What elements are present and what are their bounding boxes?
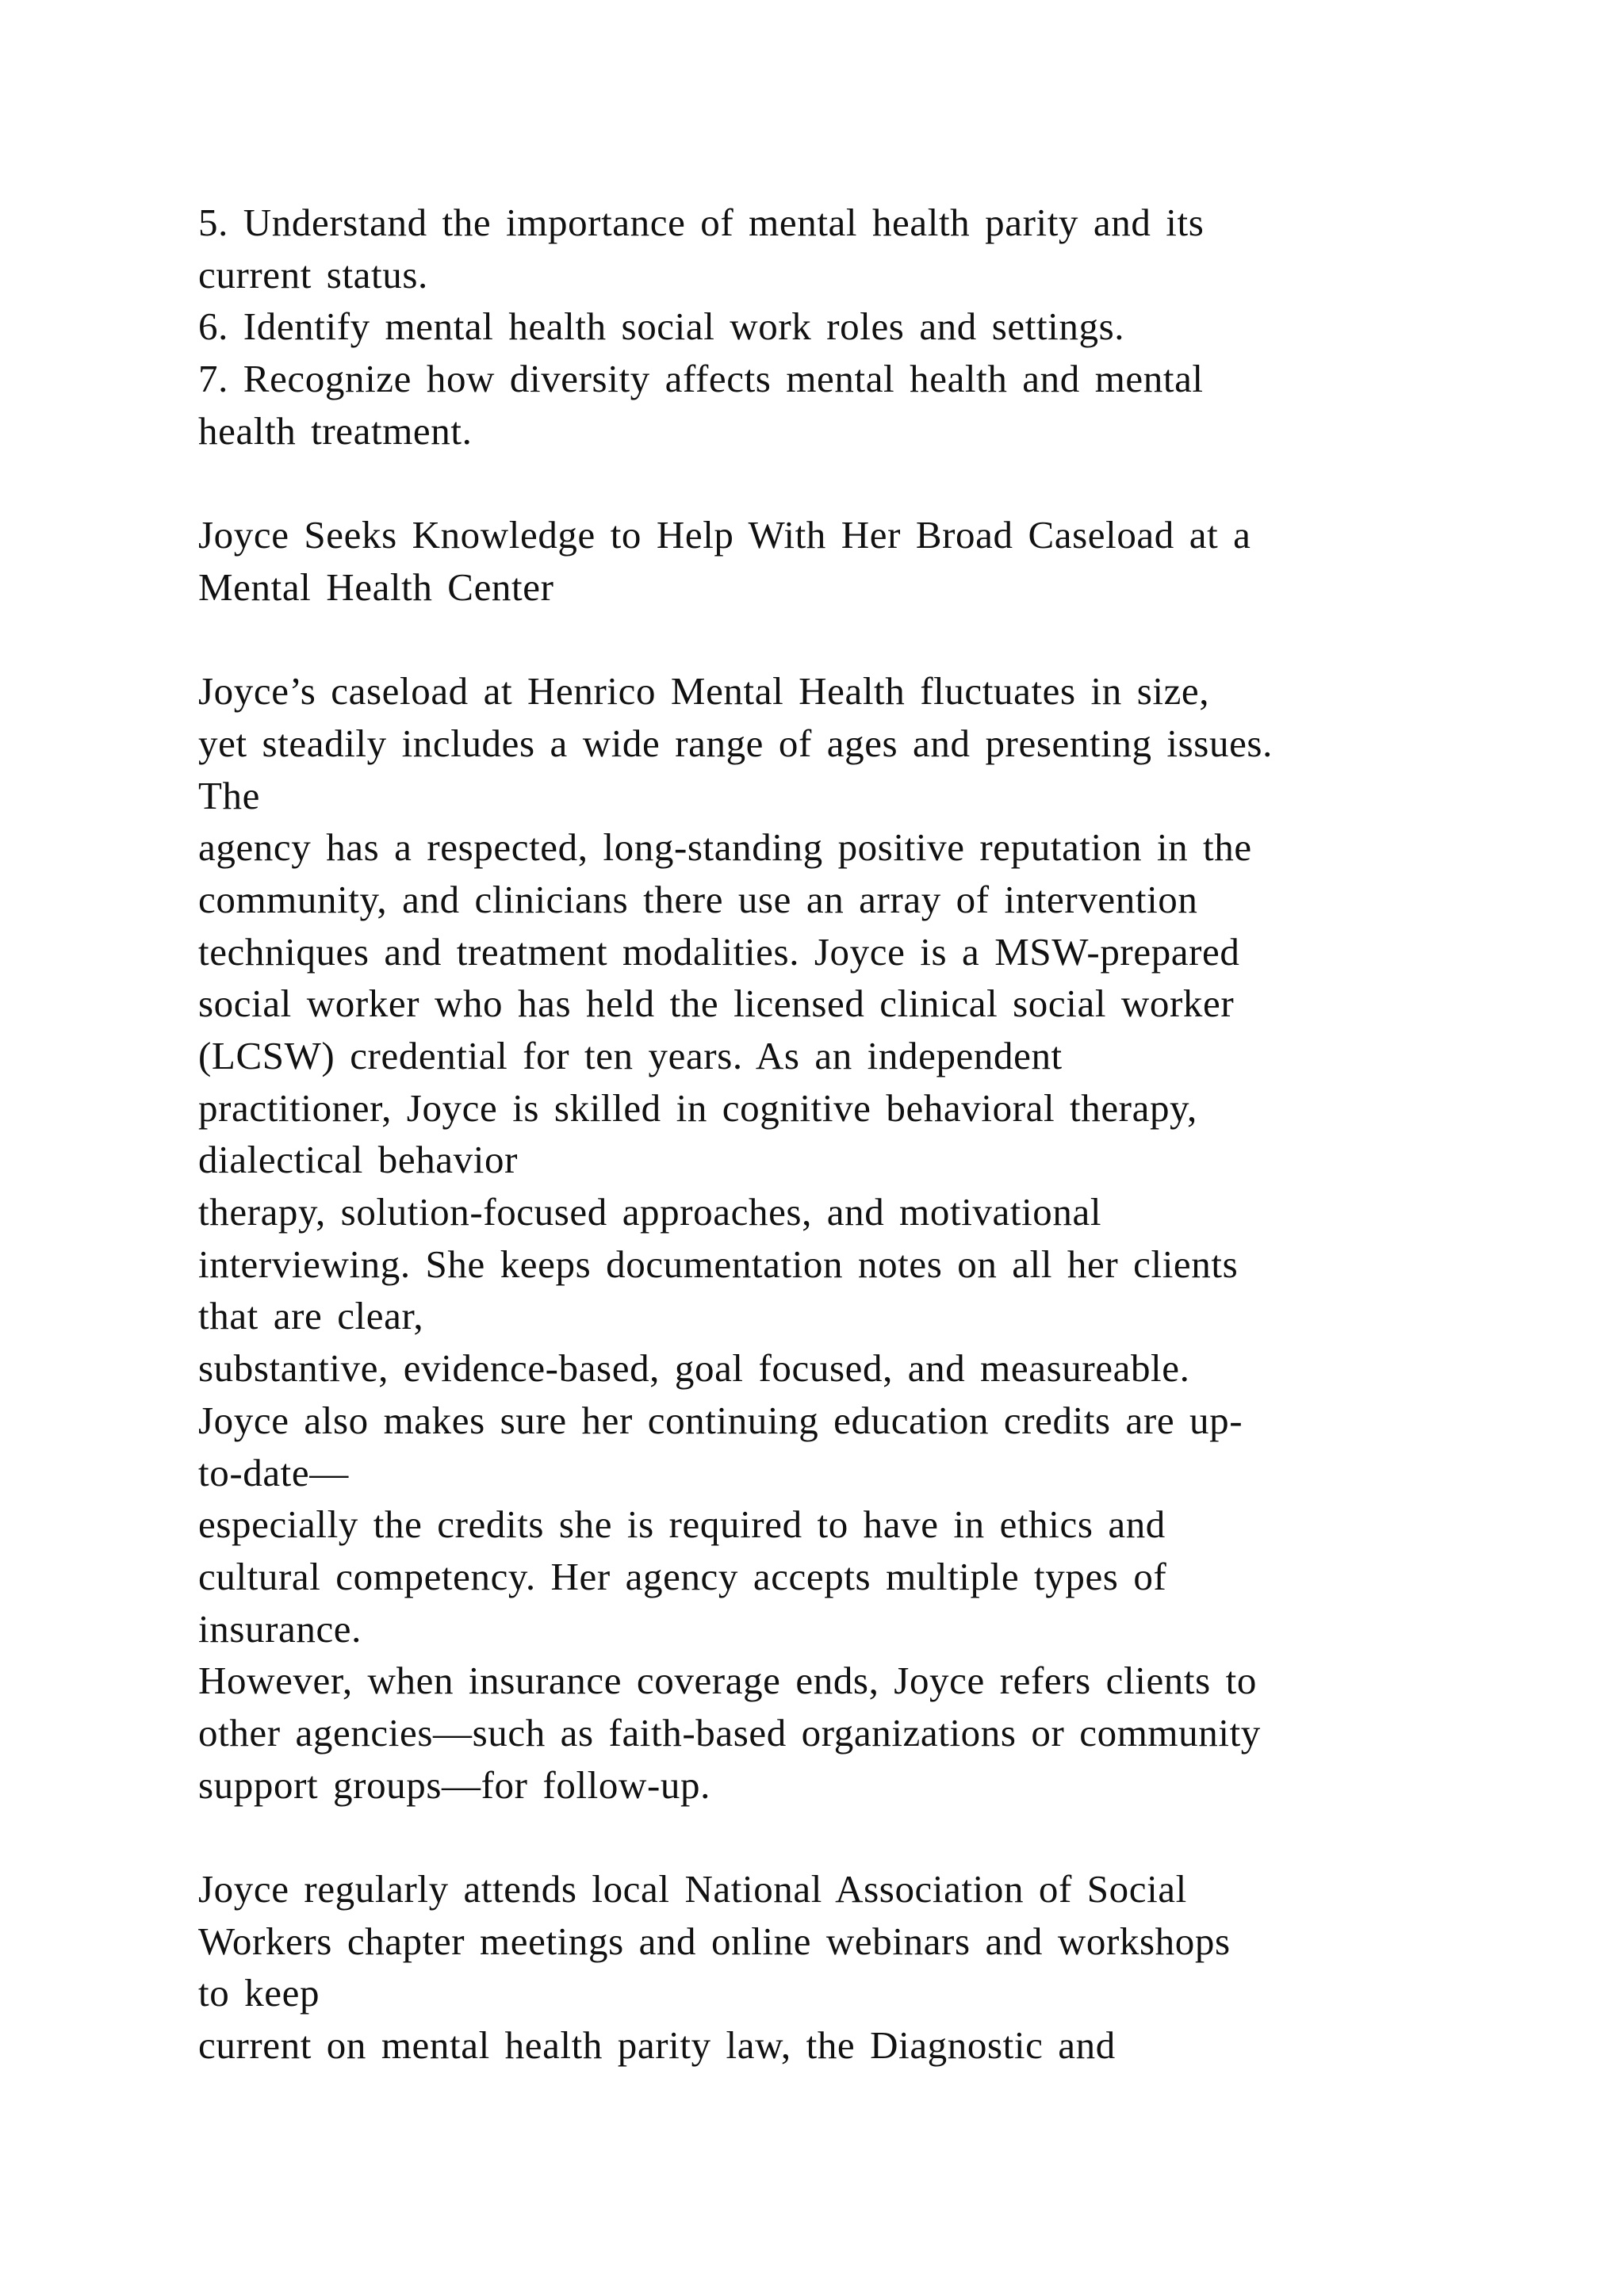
paragraph-line: social worker who has held the licensed clinical social worker — [198, 982, 1235, 1026]
paragraph-line: substantive, evidence-based, goal focused, and measureable. — [198, 1346, 1190, 1391]
learning-objectives — [198, 197, 1562, 457]
case-title — [198, 509, 1562, 613]
blank-line — [198, 614, 1562, 666]
paragraph-line: The — [198, 773, 260, 817]
paragraph-line: community, and clinicians there use an array of intervention — [198, 877, 1198, 921]
objective-line: health treatment. — [198, 408, 473, 453]
paragraph-line: current on mental health parity law, the Diagnostic and — [198, 2023, 1116, 2068]
paragraph-line: Joyce’s caseload at Henrico Mental Health fluctuates in size, — [198, 669, 1210, 714]
paragraph-line: dialectical behavior — [198, 1138, 518, 1182]
paragraph-line: support groups—for follow-up. — [198, 1762, 710, 1807]
paragraph-line: techniques and treatment modalities. Joyce is a MSW-prepared — [198, 929, 1240, 974]
paragraph-line: agency has a respected, long-standing positive reputation in the — [198, 825, 1252, 870]
paragraph-line: However, when insurance coverage ends, Joyce refers clients to — [198, 1659, 1257, 1703]
paragraph-line: that are clear, — [198, 1294, 424, 1338]
paragraph-line: Workers chapter meetings and online webinars and workshops — [198, 1919, 1231, 1963]
paragraph-line: insurance. — [198, 1606, 362, 1651]
paragraph-line: to-date— — [198, 1450, 349, 1494]
paragraph-line: other agencies—such as faith-based organizations or community — [198, 1710, 1261, 1755]
paragraph-caseload — [198, 665, 1562, 1811]
paragraph-line: especially the credits she is required to have in ethics and — [198, 1502, 1166, 1547]
paragraph-line: practitioner, Joyce is skilled in cognitive behavioral therapy, — [198, 1085, 1197, 1130]
paragraph-line: interviewing. She keeps documentation notes on all her clients — [198, 1242, 1239, 1286]
objective-line: current status. — [198, 252, 428, 297]
case-title-line: Mental Health Center — [198, 564, 554, 609]
paragraph-line: Joyce also makes sure her continuing education credits are up- — [198, 1398, 1243, 1442]
paragraph-line: therapy, solution-focused approaches, and motivational — [198, 1190, 1102, 1234]
paragraph-professional-development — [198, 1863, 1562, 2072]
paragraph-line: cultural competency. Her agency accepts multiple types of — [198, 1554, 1167, 1598]
paragraph-line: to keep — [198, 1971, 320, 2015]
paragraph-line: (LCSW) credential for ten years. As an independent — [198, 1034, 1063, 1077]
blank-line — [198, 1811, 1562, 1863]
paragraph-line: Joyce regularly attends local National Association of Social — [198, 1867, 1187, 1911]
document-page — [198, 197, 1562, 2072]
objective-line: 5. Understand the importance of mental health parity and its — [198, 201, 1205, 244]
case-title-line: Joyce Seeks Knowledge to Help With Her Broad Caseload at a — [198, 513, 1251, 557]
blank-line — [198, 457, 1562, 509]
objective-line: 7. Recognize how diversity affects mental health and mental — [198, 357, 1204, 401]
paragraph-line: yet steadily includes a wide range of ages and presenting issues. — [198, 721, 1273, 765]
objective-line: 6. Identify mental health social work roles and settings. — [198, 304, 1125, 349]
